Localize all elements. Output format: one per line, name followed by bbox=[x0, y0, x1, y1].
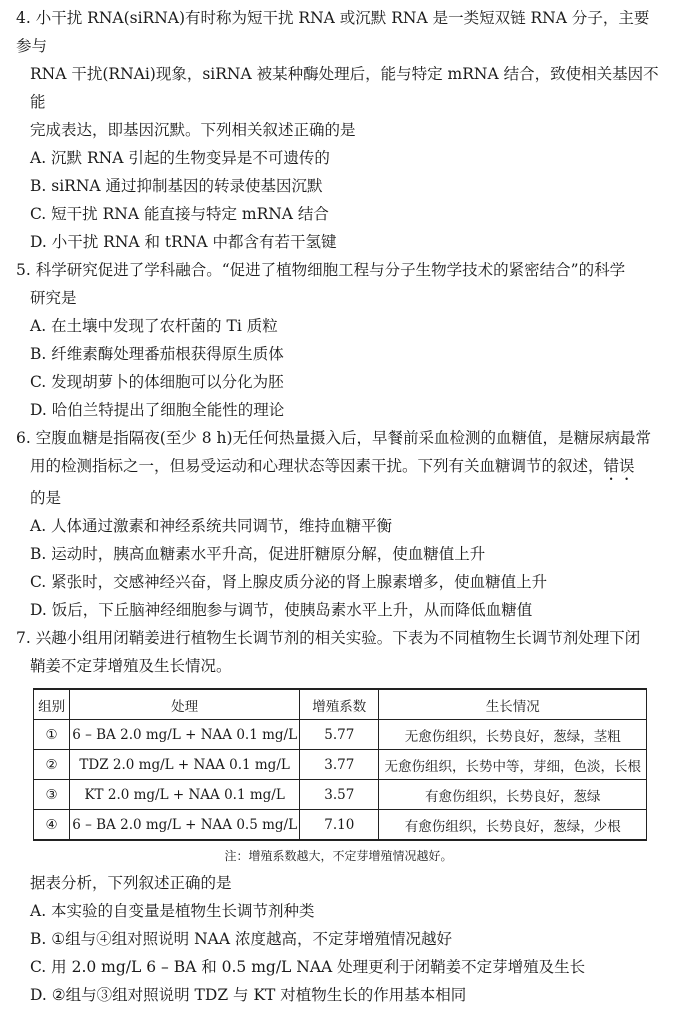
table-row bbox=[34, 810, 647, 841]
question-6-stem-line-1: 6. 空腹血糖是指隔夜(至少 8 h)无任何热量摄入后，早餐前采血检测的血糖值，是糖尿病最常 bbox=[16, 429, 652, 447]
question-7-option-b: B. ①组与④组对照说明 NAA 浓度越高，不定芽增殖情况越好 bbox=[30, 930, 452, 948]
question-7-stem-line-2: 鞘姜不定芽增殖及生长情况。 bbox=[30, 657, 232, 675]
question-6-option-c: C. 紧张时，交感神经兴奋，肾上腺皮质分泌的肾上腺素增多，使血糖值上升 bbox=[30, 573, 548, 591]
table-cell-growth: 有愈伤组织，长势良好，葱绿，少根 bbox=[379, 810, 647, 841]
question-6-stem-line-3: 的是 bbox=[30, 489, 62, 507]
growth-regulator-table bbox=[33, 688, 647, 841]
question-5 bbox=[16, 256, 661, 424]
table-cell-group: ① bbox=[34, 720, 70, 750]
question-7-prompt: 据表分析，下列叙述正确的是 bbox=[30, 874, 232, 892]
table-row bbox=[34, 750, 647, 780]
table-cell-group: ② bbox=[34, 750, 70, 780]
question-5-stem-line-2: 研究是 bbox=[30, 289, 77, 307]
table-cell-group: ③ bbox=[34, 780, 70, 810]
question-5-option-b: B. 纤维素酶处理番茄根获得原生质体 bbox=[30, 345, 284, 363]
question-4-option-c: C. 短干扰 RNA 能直接与特定 mRNA 结合 bbox=[30, 205, 329, 223]
question-4-option-b: B. siRNA 通过抑制基因的转录使基因沉默 bbox=[30, 177, 323, 195]
question-6-stem-line-2-text: 用的检测指标之一，但易受运动和心理状态等因素干扰。下列有关血糖调节的叙述， bbox=[30, 457, 604, 475]
question-6-option-b: B. 运动时，胰高血糖素水平升高，促进肝糖原分解，使血糖值上升 bbox=[30, 545, 486, 563]
table-cell-treatment: 6 – BA 2.0 mg/L + NAA 0.5 mg/L bbox=[70, 810, 300, 841]
table-row bbox=[34, 720, 647, 750]
question-7-option-d: D. ②组与③组对照说明 TDZ 与 KT 对植物生长的作用基本相同 bbox=[30, 986, 467, 1004]
table-header-cell: 组别 bbox=[34, 689, 70, 720]
question-6-option-d: D. 饭后，下丘脑神经细胞参与调节，使胰岛素水平上升，从而降低血糖值 bbox=[30, 601, 533, 619]
question-6-stem-line-2 bbox=[16, 452, 661, 484]
question-4-option-a: A. 沉默 RNA 引起的生物变异是不可遗传的 bbox=[30, 149, 330, 167]
table-cell-growth: 无愈伤组织，长势良好，葱绿，茎粗 bbox=[379, 720, 647, 750]
question-4 bbox=[16, 4, 661, 256]
table-header-cell: 处理 bbox=[70, 689, 300, 720]
table-cell-growth: 有愈伤组织，长势良好，葱绿 bbox=[379, 780, 647, 810]
table-cell-treatment: TDZ 2.0 mg/L + NAA 0.1 mg/L bbox=[70, 750, 300, 780]
question-4-option-d: D. 小干扰 RNA 和 tRNA 中都含有若干氢键 bbox=[30, 233, 337, 251]
question-7-option-a: A. 本实验的自变量是植物生长调节剂种类 bbox=[30, 902, 315, 920]
question-6 bbox=[16, 424, 661, 624]
question-5-option-d: D. 哈伯兰特提出了细胞全能性的理论 bbox=[30, 401, 285, 419]
table-cell-coefficient: 3.77 bbox=[300, 750, 379, 780]
question-4-stem-line-1: 4. 小干扰 RNA(siRNA)有时称为短干扰 RNA 或沉默 RNA 是一类短双链 RNA 分子，主要参与 bbox=[16, 9, 650, 55]
question-7-stem-line-1: 7. 兴趣小组用闭鞘姜进行植物生长调节剂的相关实验。下表为不同植物生长调节剂处理下闭 bbox=[16, 629, 641, 647]
table-cell-group: ④ bbox=[34, 810, 70, 841]
question-7-option-c: C. 用 2.0 mg/L 6 – BA 和 0.5 mg/L NAA 处理更利于闭鞘姜不定芽增殖及生长 bbox=[30, 958, 586, 976]
table-cell-treatment: KT 2.0 mg/L + NAA 0.1 mg/L bbox=[70, 780, 300, 810]
question-5-stem-line-1: 5. 科学研究促进了学科融合。“促进了植物细胞工程与分子生物学技术的紧密结合”的科学 bbox=[16, 261, 626, 279]
table-cell-coefficient: 7.10 bbox=[300, 810, 379, 841]
table-header-row bbox=[34, 689, 647, 720]
question-5-option-a: A. 在土壤中发现了农杆菌的 Ti 质粒 bbox=[30, 317, 278, 335]
table-header-cell: 生长情况 bbox=[379, 689, 647, 720]
table-cell-coefficient: 5.77 bbox=[300, 720, 379, 750]
table-cell-growth: 无愈伤组织，长势中等，芽细，色淡，长根 bbox=[379, 750, 647, 780]
table-cell-treatment: 6 – BA 2.0 mg/L + NAA 0.1 mg/L bbox=[70, 720, 300, 750]
table-cell-coefficient: 3.57 bbox=[300, 780, 379, 810]
question-5-option-c: C. 发现胡萝卜的体细胞可以分化为胚 bbox=[30, 373, 284, 391]
question-4-stem-line-2: RNA 干扰(RNAi)现象，siRNA 被某种酶处理后，能与特定 mRNA 结合，致使相关基因不能 bbox=[30, 65, 659, 111]
table-row bbox=[34, 780, 647, 810]
table-note: 注：增殖系数越大，不定芽增殖情况越好。 bbox=[224, 849, 453, 863]
table-header-cell: 增殖系数 bbox=[300, 689, 379, 720]
question-6-option-a: A. 人体通过激素和神经系统共同调节，维持血糖平衡 bbox=[30, 517, 393, 535]
emphasis-cuowu: 错误 bbox=[603, 457, 635, 475]
question-4-stem-line-3: 完成表达，即基因沉默。下列相关叙述正确的是 bbox=[30, 121, 356, 139]
question-7 bbox=[16, 624, 661, 1009]
